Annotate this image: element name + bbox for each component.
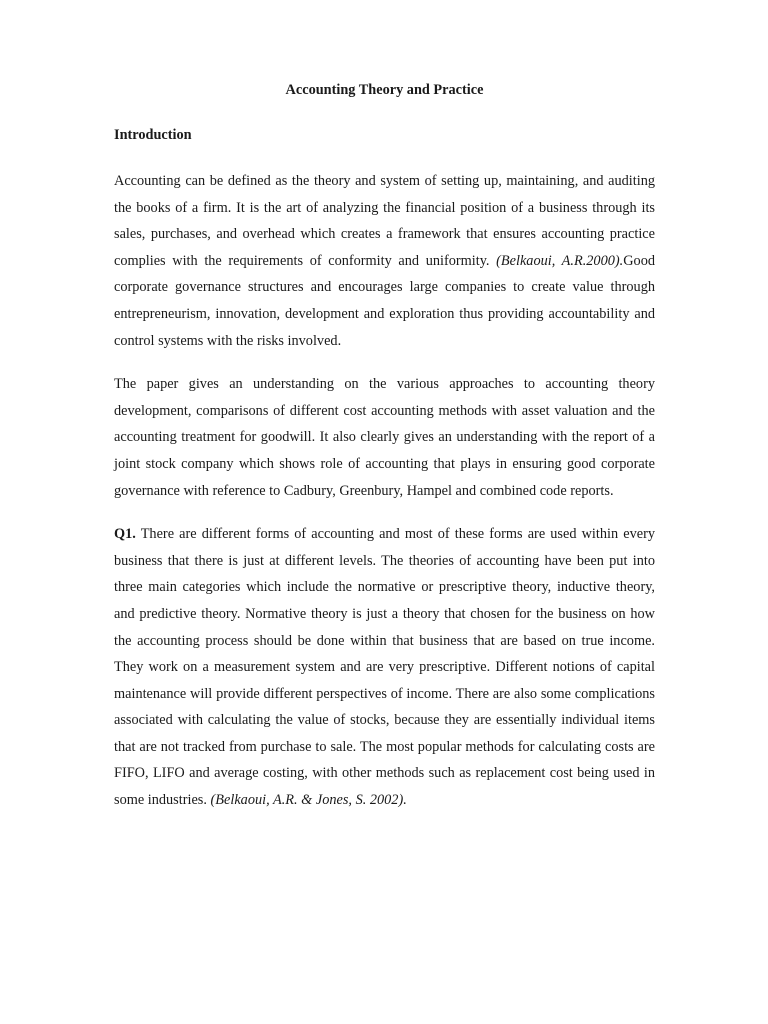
document-page [114,78,655,831]
citation: (Belkaoui, A.R. & Jones, S. 2002). [210,792,407,809]
paragraph-overview [114,371,655,504]
document-title: Accounting Theory and Practice [285,82,484,98]
section-heading-introduction: Introduction [114,127,192,143]
paragraph-text: The paper gives an understanding on the various approaches to accounting theory development, comparisons of different cost accounting methods with asset valuation and the accounting treatment for goodwill. It also clearly gives an understanding with the report of a joint stock company which shows role of accounting that plays in ensuring good corporate governance with reference to Cadbury, Greenbury, Hampel and combined code reports. [114,376,655,499]
paragraph-text: Good corporate governance structures and encourages large companies to create value through entrepreneurism, innovation, development and exploration thus providing accountability and control systems with the risks involved. [114,252,655,349]
citation: (Belkaoui, A.R.2000). [496,252,624,269]
paragraph-text: There are different forms of accounting and most of these forms are used within every business that there is just at different levels. The theories of accounting have been put into three main categories which include the normative or prescriptive theory, inductive theory, and predictive theory. Normative theory is just a theory that chosen for the business on how the accounting process should be done within that business that are based on true income. They work on a measurement system and are very prescriptive. Different notions of capital maintenance will provide different perspectives of income. There are also some complications associated with calculating the value of stocks, because they are essentially individual items that are not tracked from purchase to sale. The most popular methods for calculating costs are FIFO, LIFO and average costing, with other methods such as replacement cost being used in some industries. [114,526,655,809]
paragraph-text: Accounting can be defined as the theory and system of setting up, maintaining, and auditing the books of a firm. It is the art of analyzing the financial position of a business through its sales, purchases, and overhead which creates a framework that ensures accounting practice complies with the requirements of conformity and uniformity. [114,173,655,269]
question-label: Q1. [114,526,136,543]
paragraph-q1 [114,521,655,814]
paragraph-definition [114,168,655,354]
